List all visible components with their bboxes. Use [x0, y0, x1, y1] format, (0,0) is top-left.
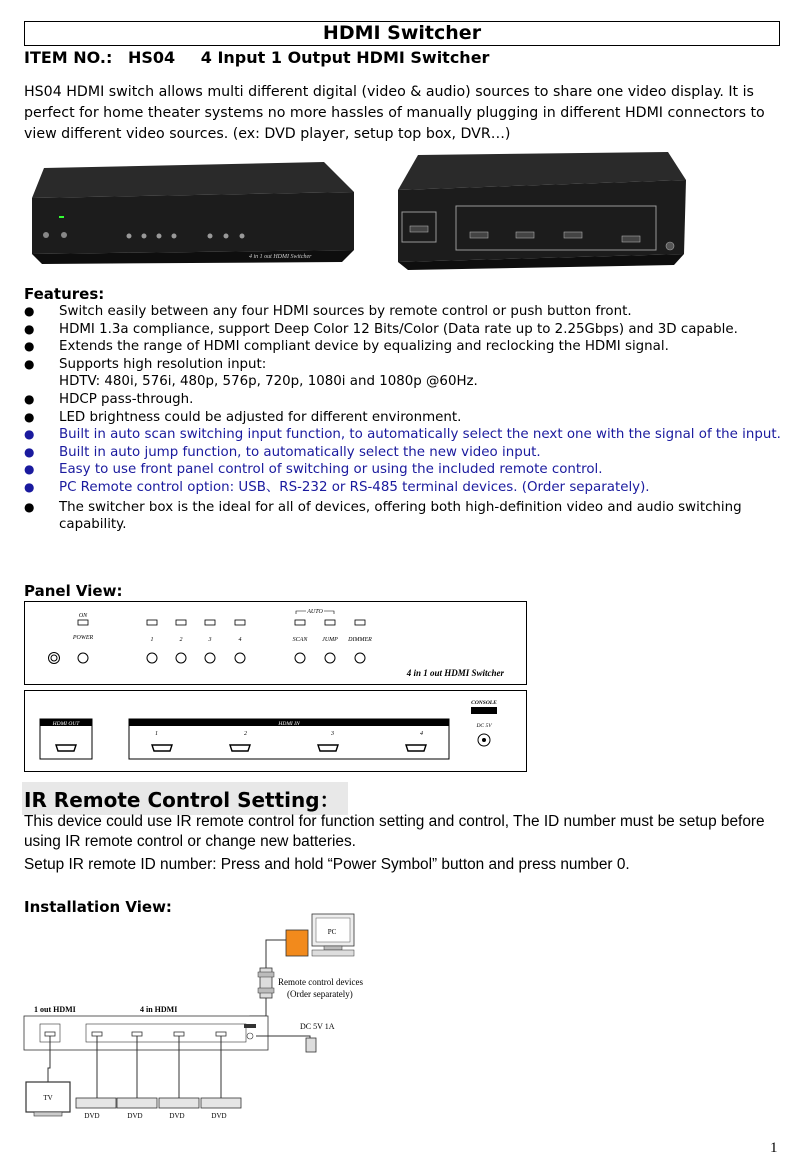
features-list [24, 303, 784, 534]
tv-label: TV [43, 1094, 53, 1102]
rear-dc-label: DC 5V [476, 723, 492, 729]
ir-remote-heading [22, 782, 348, 815]
ir-heading-text: IR Remote Control Setting [24, 788, 320, 812]
feature-item: ● Built in auto scan switching input function, to automatically select the next one with the signal of the input. [24, 426, 784, 444]
feature-item: ● PC Remote control option: USB、RS-232 or RS-485 terminal devices. (Order separately). [24, 479, 784, 497]
svg-text:4 in 1 out HDMI Switcher: 4 in 1 out HDMI Switcher [249, 254, 312, 260]
front-power-label: POWER [72, 635, 94, 641]
rear-port-3-label: 3 [331, 731, 334, 737]
rear-product-photo [388, 150, 688, 276]
front-dimmer-label: DIMMER [348, 637, 372, 643]
item-label: ITEM NO.: [24, 48, 113, 67]
ir-heading-colon: ： [319, 788, 340, 812]
dvd-label: DVD [127, 1112, 143, 1120]
page-title: HDMI Switcher [24, 21, 780, 46]
feature-item: ● Extends the range of HDMI compliant device by equalizing and reclocking the HDMI signal. [24, 338, 784, 356]
feature-item-line: HDTV: 480i, 576i, 480p, 576p, 720p, 1080i and 1080p @60Hz. [59, 374, 478, 390]
feature-item [24, 356, 784, 391]
front-model-label: 4 in 1 out HDMI Switcher [406, 668, 504, 678]
feature-item: ● Easy to use front panel control of switching or using the included remote control. [24, 461, 784, 479]
front-input-1-label: 1 [150, 637, 154, 643]
pc-label: PC [327, 928, 337, 936]
ir-setup-instruction: Setup IR remote ID number: Press and hold “Power Symbol” button and press number 0. [24, 856, 630, 873]
front-product-photo [24, 150, 369, 276]
page-number: 1 [770, 1140, 778, 1156]
dvd-label: DVD [169, 1112, 185, 1120]
front-scan-label: SCAN [292, 637, 308, 643]
dvd-icon [159, 1098, 199, 1108]
remote-devices-label: Remote control devices [278, 977, 363, 987]
feature-item: ● Built in auto jump function, to automatically select the new video input. [24, 444, 784, 462]
front-input-4-label: 4 [238, 637, 242, 643]
dvd-label: DVD [84, 1112, 100, 1120]
rear-panel-diagram [24, 690, 527, 772]
pc-icon [286, 914, 354, 956]
front-jump-label: JUMP [322, 637, 338, 643]
rear-hdmi-in-label: HDMI IN [278, 721, 300, 727]
dvd-label: DVD [211, 1112, 227, 1120]
feature-item: ● LED brightness could be adjusted for different environment. [24, 409, 784, 427]
power-label: DC 5V 1A [300, 1022, 335, 1031]
rear-port-2-label: 2 [244, 731, 247, 737]
remote-devices-sub-label: (Order separately) [287, 989, 353, 999]
dvd-icon [201, 1098, 241, 1108]
front-on-label: ON [78, 613, 88, 619]
feature-item: ● HDCP pass-through. [24, 391, 784, 409]
panel-view-heading: Panel View: [24, 582, 123, 600]
feature-item: ● The switcher box is the ideal for all of devices, offering both high-definition video and audio switching capability. [24, 499, 784, 534]
feature-item: ● HDMI 1.3a compliance, support Deep Color 12 Bits/Color (Data rate up to 2.25Gbps) and 3D capable. [24, 321, 784, 339]
installation-diagram [20, 908, 390, 1130]
rear-hdmi-out-label: HDMI OUT [52, 721, 80, 727]
front-input-2-label: 2 [179, 637, 183, 643]
dvd-icon [76, 1098, 116, 1108]
features-heading: Features: [24, 285, 105, 303]
ir-description: This device could use IR remote control for function setting and control, The ID number must be setup before using IR remote control or change new batteries. [24, 813, 765, 850]
item-description: 4 Input 1 Output HDMI Switcher [200, 48, 490, 67]
front-input-3-label: 3 [208, 637, 212, 643]
installation-view-heading: Installation View: [24, 898, 172, 916]
remote-adapter-icon [258, 968, 274, 998]
dvd-icon [117, 1098, 157, 1108]
rear-console-label: CONSOLE [471, 700, 497, 706]
rear-port-4-label: 4 [420, 731, 423, 737]
rear-port-1-label: 1 [155, 731, 158, 737]
intro-paragraph: HS04 HDMI switch allows multi different digital (video & audio) sources to share one video display. It is perfect for home theater systems no more hassles of manually plugging in different HDMI connectors to view different video sources. (ex: DVD player, setup top box, DVR…) [24, 84, 765, 142]
item-line [24, 48, 489, 67]
in-hdmi-label: 4 in HDMI [140, 1005, 178, 1014]
feature-item-line: Supports high resolution input: [59, 356, 267, 372]
item-number: HS04 [127, 48, 176, 67]
feature-item: ● Switch easily between any four HDMI sources by remote control or push button front. [24, 303, 784, 321]
out-hdmi-label: 1 out HDMI [34, 1005, 76, 1014]
front-panel-diagram [24, 601, 527, 685]
front-auto-label: AUTO [307, 609, 323, 615]
